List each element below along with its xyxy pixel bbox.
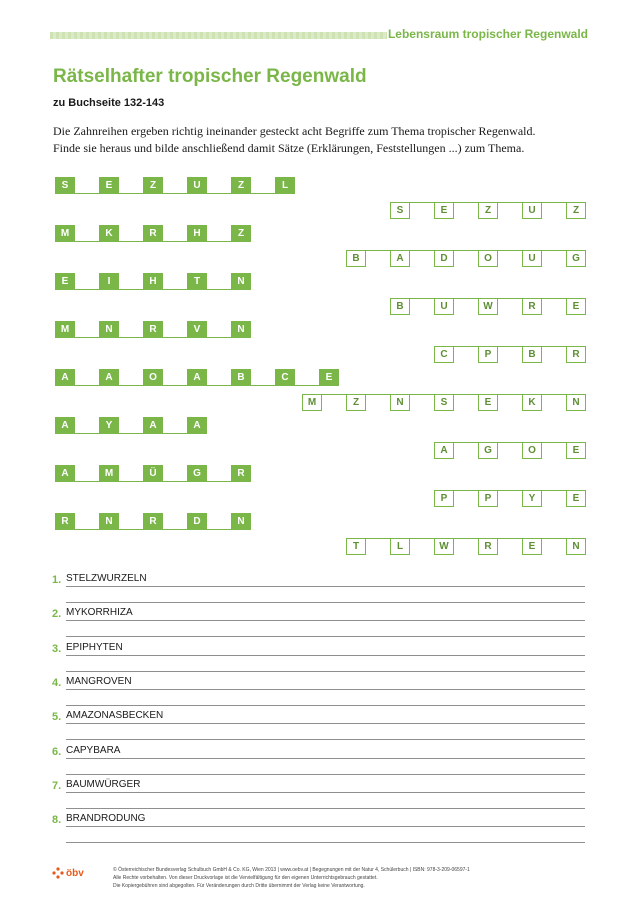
left-letter-tile: Z	[231, 225, 251, 242]
right-letter-tile: S	[390, 202, 410, 219]
right-row-topline	[434, 442, 586, 443]
right-letter-tile: N	[566, 538, 586, 555]
right-letter-tile: E	[522, 538, 542, 555]
answer-number: 5.	[52, 711, 62, 724]
left-letter-tile: Y	[99, 417, 119, 434]
left-letter-tile: A	[55, 417, 75, 434]
answer-number: 1.	[52, 574, 62, 586]
left-letter-tile: A	[187, 417, 207, 434]
answer-row	[52, 711, 585, 745]
left-letter-tile: G	[187, 465, 207, 482]
right-letter-tile: R	[478, 538, 498, 555]
left-letter-tile: D	[187, 513, 207, 530]
left-letter-tile: R	[143, 321, 163, 338]
right-letter-tile: N	[566, 394, 586, 411]
writing-line[interactable]	[66, 655, 585, 656]
publisher-logo	[52, 867, 84, 879]
left-letter-tile: E	[55, 273, 75, 290]
right-letter-tile: G	[478, 442, 498, 459]
left-letter-tile: N	[231, 321, 251, 338]
right-letter-tile: D	[434, 250, 454, 267]
right-letter-tile: O	[522, 442, 542, 459]
right-letter-tile: R	[522, 298, 542, 315]
logo-star-icon	[52, 867, 64, 879]
left-letter-tile: A	[99, 369, 119, 386]
header-title: Lebensraum tropischer Regenwald	[387, 27, 588, 41]
right-letter-tile: B	[346, 250, 366, 267]
instructions-line-2: Finde sie heraus und bilde anschließend damit Sätze (Erklärungen, Feststellungen ...) zum Thema.	[53, 141, 525, 155]
answer-word: MANGROVEN	[66, 675, 132, 687]
left-letter-tile: H	[187, 225, 207, 242]
instructions-line-1: Die Zahnreihen ergeben richtig ineinander gesteckt acht Begriffe zum Thema tropischer Regenwald.	[53, 124, 536, 138]
answer-word: STELZWURZELN	[66, 573, 147, 584]
right-letter-tile: Z	[566, 202, 586, 219]
left-letter-tile: K	[99, 225, 119, 242]
instructions	[53, 123, 593, 157]
left-letter-tile: N	[99, 513, 119, 530]
answer-row	[52, 677, 585, 711]
answer-word: MYKORRHIZA	[66, 607, 133, 619]
left-letter-tile: V	[187, 321, 207, 338]
answer-word: BRANDRODUNG	[66, 813, 146, 825]
left-letter-tile: N	[231, 513, 251, 530]
left-letter-tile: A	[143, 417, 163, 434]
right-letter-tile: B	[390, 298, 410, 315]
right-letter-tile: A	[434, 442, 454, 459]
right-letter-tile: U	[434, 298, 454, 315]
right-row-topline	[346, 538, 586, 539]
right-row-topline	[346, 250, 586, 251]
left-letter-tile: N	[99, 321, 119, 338]
left-letter-tile: R	[143, 225, 163, 242]
writing-line[interactable]	[66, 620, 585, 621]
writing-line[interactable]	[66, 774, 585, 775]
answer-number: 6.	[52, 745, 62, 758]
left-letter-tile: Z	[231, 177, 251, 194]
left-row-baseline	[55, 433, 207, 434]
right-letter-tile: M	[302, 394, 322, 411]
left-letter-tile: R	[143, 513, 163, 530]
footer-line-3: Die Kopiergebühren sind abgegolten. Für Veränderungen durch Dritte übernimmt der Verlag keine Verantwortung.	[113, 883, 365, 889]
answer-row	[52, 780, 585, 814]
writing-line[interactable]	[66, 792, 585, 793]
answer-number: 8.	[52, 814, 62, 827]
right-letter-tile: G	[566, 250, 586, 267]
header-decoration-bar	[50, 32, 387, 39]
right-letter-tile: E	[566, 298, 586, 315]
right-letter-tile: T	[346, 538, 366, 555]
right-letter-tile: Y	[522, 490, 542, 507]
answer-number: 4.	[52, 676, 62, 689]
answer-row	[52, 643, 585, 677]
left-letter-tile: O	[143, 369, 163, 386]
writing-line[interactable]	[66, 689, 585, 690]
right-letter-tile: W	[478, 298, 498, 315]
footer-line-1: © Österreichischer Bundesverlag Schulbuch GmbH & Co. KG, Wien 2013 | www.oebv.at | Begegnungen mit der Natur 4, Schülerbuch | ISBN: 978-3-209-06597-1	[113, 867, 470, 873]
right-letter-tile: Z	[478, 202, 498, 219]
writing-line[interactable]	[66, 602, 585, 603]
left-letter-tile: A	[55, 369, 75, 386]
answer-word: BAUMWÜRGER	[66, 778, 141, 790]
left-letter-tile: A	[187, 369, 207, 386]
right-letter-tile: K	[522, 394, 542, 411]
writing-line[interactable]	[66, 842, 585, 843]
answer-word: EPIPHYTEN	[66, 641, 123, 653]
right-letter-tile: L	[390, 538, 410, 555]
right-letter-tile: P	[478, 346, 498, 363]
right-letter-tile: U	[522, 250, 542, 267]
left-letter-tile: E	[319, 369, 339, 386]
right-letter-tile: B	[522, 346, 542, 363]
logo-text: öbv	[66, 867, 84, 879]
left-letter-tile: Ü	[143, 465, 163, 482]
writing-line[interactable]	[66, 808, 585, 809]
right-letter-tile: N	[390, 394, 410, 411]
answer-word: CAPYBARA	[66, 744, 121, 756]
answer-row	[52, 814, 585, 848]
page-subtitle: zu Buchseite 132-143	[53, 97, 165, 109]
left-letter-tile: R	[231, 465, 251, 482]
right-letter-tile: O	[478, 250, 498, 267]
left-letter-tile: B	[231, 369, 251, 386]
right-letter-tile: E	[434, 202, 454, 219]
left-letter-tile: A	[55, 465, 75, 482]
right-letter-tile: A	[390, 250, 410, 267]
right-letter-tile: E	[566, 442, 586, 459]
footer-copyright	[113, 866, 593, 890]
writing-line[interactable]	[66, 636, 585, 637]
left-letter-tile: U	[187, 177, 207, 194]
writing-line[interactable]	[66, 671, 585, 672]
left-letter-tile: T	[187, 273, 207, 290]
right-letter-tile: U	[522, 202, 542, 219]
answer-number: 3.	[52, 642, 62, 655]
right-letter-tile: C	[434, 346, 454, 363]
right-letter-tile: Z	[346, 394, 366, 411]
answer-number: 2.	[52, 608, 62, 621]
writing-line[interactable]	[66, 586, 585, 587]
left-letter-tile: H	[143, 273, 163, 290]
right-letter-tile: S	[434, 394, 454, 411]
writing-line[interactable]	[66, 758, 585, 759]
left-letter-tile: E	[99, 177, 119, 194]
left-letter-tile: I	[99, 273, 119, 290]
right-letter-tile: P	[478, 490, 498, 507]
answer-row	[52, 608, 585, 642]
footer-line-2: Alle Rechte vorbehalten. Von dieser Druckvorlage ist die Vervielfältigung für den eigenen Unterrichtsgebrauch gestattet.	[113, 875, 378, 881]
right-row-topline	[434, 346, 586, 347]
page-title: Rätselhafter tropischer Regenwald	[53, 66, 367, 87]
left-letter-tile: S	[55, 177, 75, 194]
writing-line[interactable]	[66, 705, 585, 706]
left-letter-tile: Z	[143, 177, 163, 194]
writing-line[interactable]	[66, 739, 585, 740]
right-letter-tile: W	[434, 538, 454, 555]
left-letter-tile: M	[99, 465, 119, 482]
right-letter-tile: R	[566, 346, 586, 363]
right-letter-tile: E	[478, 394, 498, 411]
left-letter-tile: R	[55, 513, 75, 530]
right-letter-tile: E	[566, 490, 586, 507]
left-letter-tile: M	[55, 225, 75, 242]
left-letter-tile: C	[275, 369, 295, 386]
right-letter-tile: P	[434, 490, 454, 507]
answer-row	[52, 746, 585, 780]
left-letter-tile: M	[55, 321, 75, 338]
left-letter-tile: L	[275, 177, 295, 194]
left-letter-tile: N	[231, 273, 251, 290]
writing-line[interactable]	[66, 826, 585, 827]
left-row-baseline	[55, 193, 295, 194]
answer-word: AMAZONASBECKEN	[66, 710, 164, 722]
writing-line[interactable]	[66, 723, 585, 724]
answer-number: 7.	[52, 779, 62, 792]
right-row-topline	[434, 490, 586, 491]
answer-row	[52, 574, 585, 608]
